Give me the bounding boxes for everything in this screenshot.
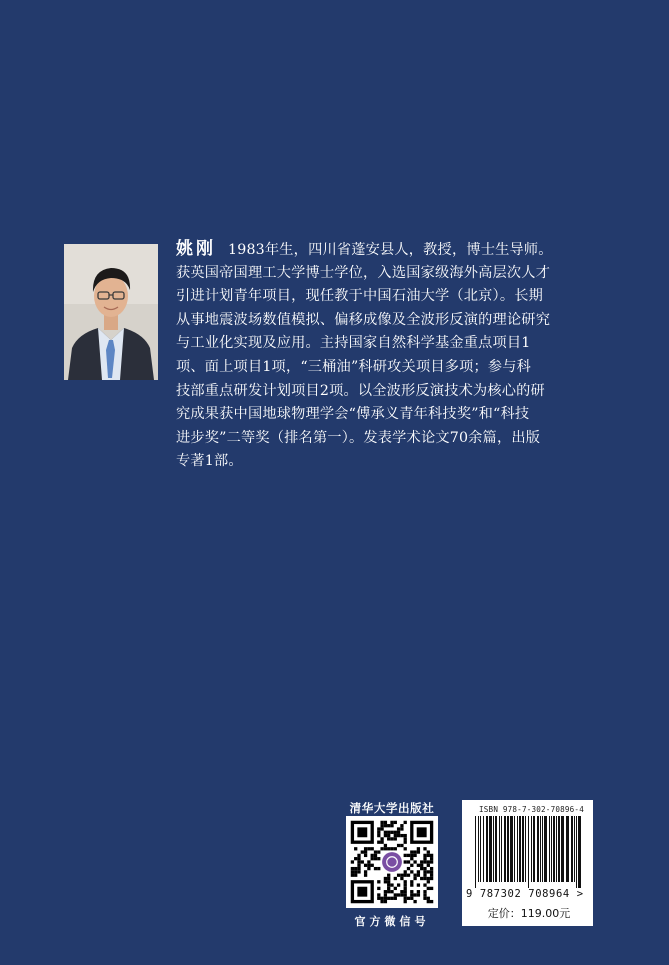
qr-module <box>390 831 393 834</box>
qr-module <box>423 854 426 857</box>
qr-module <box>387 880 390 883</box>
qr-module <box>430 857 433 860</box>
qr-module <box>377 880 380 883</box>
qr-module <box>430 870 433 873</box>
qr-module <box>423 893 426 896</box>
qr-module <box>410 857 413 860</box>
qr-module <box>427 864 430 867</box>
qr-module <box>397 893 400 896</box>
qr-module <box>413 900 416 903</box>
qr-module <box>413 874 416 877</box>
qr-module <box>371 847 374 850</box>
barcode-bar <box>522 816 524 882</box>
qr-module <box>387 837 390 840</box>
price-label: 定价：119.00元 <box>487 907 571 920</box>
qr-module <box>380 837 383 840</box>
qr-module <box>351 870 354 873</box>
barcode-bar <box>558 816 560 882</box>
qr-module <box>404 841 407 844</box>
qr-module <box>397 831 400 834</box>
qr-module <box>430 860 433 863</box>
qr-module <box>404 893 407 896</box>
qr-module <box>377 827 380 830</box>
qr-module <box>430 854 433 857</box>
qr-module <box>404 821 407 824</box>
qr-module <box>410 850 413 853</box>
qr-module <box>400 824 403 827</box>
qr-module <box>400 844 403 847</box>
qr-module <box>407 897 410 900</box>
qr-module <box>367 847 370 850</box>
qr-module <box>384 824 387 827</box>
qr-module <box>380 841 383 844</box>
qr-module <box>367 860 370 863</box>
bio-line: 究成果获中国地球物理学会“傅承义青年科技奖”和“科技 <box>176 406 530 423</box>
qr-module <box>394 897 397 900</box>
barcode-bar <box>499 816 500 882</box>
qr-module <box>404 854 407 857</box>
qr-module <box>410 880 413 883</box>
qr-module <box>427 877 430 880</box>
qr-module <box>377 897 380 900</box>
qr-module <box>423 857 426 860</box>
qr-module <box>413 893 416 896</box>
barcode-bar <box>537 816 539 882</box>
qr-module <box>387 890 390 893</box>
qr-module <box>384 900 387 903</box>
qr-module <box>364 870 367 873</box>
qr-module <box>400 893 403 896</box>
qr-finder-pattern <box>357 827 367 837</box>
qr-module <box>387 887 390 890</box>
qr-module <box>380 897 383 900</box>
qr-module <box>374 857 377 860</box>
qr-module <box>354 870 357 873</box>
qr-module <box>354 857 357 860</box>
qr-module <box>400 827 403 830</box>
qr-module <box>380 821 383 824</box>
qr-module <box>387 847 390 850</box>
qr-module <box>357 867 360 870</box>
qr-module <box>387 824 390 827</box>
qr-module <box>390 821 393 824</box>
barcode-bar <box>528 816 529 888</box>
barcode-bar <box>489 816 492 882</box>
qr-module <box>430 900 433 903</box>
qr-module <box>357 860 360 863</box>
qr-module <box>357 864 360 867</box>
qr-module <box>384 890 387 893</box>
qr-module <box>417 874 420 877</box>
qr-module <box>384 880 387 883</box>
barcode-bar <box>480 816 481 882</box>
bio-line: 项、面上项目1项，“三桶油”科研攻关项目多项；参与科 <box>176 358 532 375</box>
qr-module <box>394 847 397 850</box>
qr-module <box>404 900 407 903</box>
qr-module <box>400 890 403 893</box>
qr-module <box>397 874 400 877</box>
qr-module <box>390 897 393 900</box>
author-name: 姚刚 <box>176 239 216 259</box>
qr-module <box>420 867 423 870</box>
qr-module <box>423 867 426 870</box>
qr-module <box>364 850 367 853</box>
qr-module <box>354 867 357 870</box>
barcode-bar <box>531 816 532 882</box>
qr-module <box>364 854 367 857</box>
barcode-bar <box>514 816 515 882</box>
barcode-bar <box>483 816 484 882</box>
qr-module <box>407 854 410 857</box>
qr-module <box>404 834 407 837</box>
publisher-name: 清华大学出版社 <box>349 801 435 815</box>
qr-module <box>394 837 397 840</box>
qr-module <box>377 850 380 853</box>
barcode-bar <box>495 816 497 882</box>
qr-module <box>387 897 390 900</box>
qr-module <box>371 857 374 860</box>
qr-module <box>377 834 380 837</box>
qr-module <box>397 834 400 837</box>
qr-module <box>407 874 410 877</box>
qr-module <box>404 887 407 890</box>
barcode-bar <box>501 816 502 882</box>
qr-module <box>404 890 407 893</box>
qr-module <box>430 867 433 870</box>
qr-module <box>377 867 380 870</box>
qr-module <box>404 897 407 900</box>
qr-module <box>351 860 354 863</box>
qr-module <box>390 890 393 893</box>
barcode-bar <box>544 816 547 882</box>
qr-module <box>420 877 423 880</box>
barcode-bar <box>574 816 575 882</box>
barcode-bar <box>519 816 521 882</box>
qr-module <box>407 867 410 870</box>
isbn-label: ISBN 978-7-302-70896-4 <box>479 805 584 814</box>
qr-module <box>430 887 433 890</box>
qr-module <box>413 850 416 853</box>
qr-module <box>387 874 390 877</box>
qr-module <box>423 883 426 886</box>
qr-module <box>371 854 374 857</box>
author-bio <box>176 238 612 474</box>
qr-module <box>400 874 403 877</box>
barcode-bar <box>551 816 552 882</box>
qr-module <box>384 834 387 837</box>
qr-module <box>364 847 367 850</box>
wechat-qr-code <box>346 816 438 908</box>
qr-module <box>404 870 407 873</box>
barcode-digits: 9 787302 708964 > <box>466 888 584 900</box>
barcode-bar <box>561 816 564 882</box>
qr-module <box>430 877 433 880</box>
bio-line <box>176 238 612 262</box>
qr-module <box>357 854 360 857</box>
barcode-bar <box>517 816 518 882</box>
qr-module <box>374 854 377 857</box>
qr-module <box>410 870 413 873</box>
bio-line: 技部重点研发计划项目2项。以全波形反演技术为核心的研 <box>176 382 545 399</box>
qr-module <box>430 874 433 877</box>
isbn-barcode-block <box>462 800 593 926</box>
barcode-bar <box>510 816 513 882</box>
qr-module <box>361 860 364 863</box>
qr-module <box>417 893 420 896</box>
bio-line: 专著1部。 <box>176 453 243 470</box>
qr-module <box>394 821 397 824</box>
bio-line: 获英国帝国理工大学博士学位，入选国家级海外高层次人才 <box>176 264 551 281</box>
qr-module <box>390 883 393 886</box>
qr-module <box>384 831 387 834</box>
barcode-bar <box>504 816 506 882</box>
qr-module <box>410 854 413 857</box>
qr-module <box>417 890 420 893</box>
qr-module <box>387 834 390 837</box>
qr-module <box>427 880 430 883</box>
qr-module <box>387 877 390 880</box>
qr-module <box>394 831 397 834</box>
qr-module <box>384 893 387 896</box>
qr-module <box>423 897 426 900</box>
qr-module <box>420 864 423 867</box>
qr-module <box>404 837 407 840</box>
qr-module <box>410 883 413 886</box>
qr-module <box>404 883 407 886</box>
bio-line: 引进计划青年项目，现任教于中国石油大学（北京）。长期 <box>176 288 543 305</box>
wechat-label: 官方微信号 <box>354 915 430 928</box>
qr-module <box>351 874 354 877</box>
qr-module <box>417 864 420 867</box>
qr-module <box>357 857 360 860</box>
qr-module <box>417 870 420 873</box>
barcode-bar <box>507 816 509 882</box>
qr-module <box>354 847 357 850</box>
qr-module <box>397 883 400 886</box>
qr-module <box>377 831 380 834</box>
qr-module <box>377 893 380 896</box>
qr-module <box>374 850 377 853</box>
qr-module <box>423 890 426 893</box>
qr-module <box>423 870 426 873</box>
qr-module <box>410 893 413 896</box>
qr-module <box>364 874 367 877</box>
barcode-bar <box>475 816 476 888</box>
qr-module <box>427 854 430 857</box>
barcode-bar <box>486 816 488 882</box>
bio-line: 与工业化实现及应用。主持国家自然科学基金重点项目1 <box>176 335 531 352</box>
qr-module <box>384 897 387 900</box>
qr-module <box>400 877 403 880</box>
barcode-bar <box>549 816 550 882</box>
qr-module <box>374 867 377 870</box>
qr-module <box>390 847 393 850</box>
qr-finder-pattern <box>357 887 367 897</box>
barcode-bar <box>542 816 543 882</box>
bio-line: 从事地震波场数值模拟、偏移成像及全波形反演的理论研究 <box>176 311 551 328</box>
qr-module <box>427 887 430 890</box>
qr-module <box>390 837 393 840</box>
qr-module <box>397 844 400 847</box>
qr-module <box>377 887 380 890</box>
qr-module <box>394 834 397 837</box>
barcode-bar <box>556 816 557 882</box>
barcode-bar <box>566 816 569 882</box>
barcode-bar <box>525 816 526 882</box>
qr-module <box>394 877 397 880</box>
barcode-bar <box>576 816 577 888</box>
qr-module <box>427 870 430 873</box>
qr-module <box>380 847 383 850</box>
qr-module <box>413 854 416 857</box>
qr-module <box>384 821 387 824</box>
qr-module <box>404 880 407 883</box>
qr-module <box>404 847 407 850</box>
qr-module <box>404 874 407 877</box>
qr-module <box>420 860 423 863</box>
qr-module <box>367 867 370 870</box>
qr-module <box>427 897 430 900</box>
qr-module <box>384 847 387 850</box>
qr-module <box>427 850 430 853</box>
barcode-bar <box>478 816 479 882</box>
qr-module <box>394 893 397 896</box>
qr-module <box>423 847 426 850</box>
qr-module <box>361 850 364 853</box>
qr-finder-pattern <box>417 827 427 837</box>
publisher-logo-icon <box>382 852 402 872</box>
qr-module <box>351 867 354 870</box>
qr-module <box>357 870 360 873</box>
qr-module <box>423 860 426 863</box>
qr-module <box>410 897 413 900</box>
barcode-bars <box>475 816 581 888</box>
qr-module <box>417 850 420 853</box>
author-photo <box>64 244 158 380</box>
qr-module <box>413 860 416 863</box>
barcode-bar <box>533 816 535 882</box>
qr-module <box>384 877 387 880</box>
qr-module <box>423 877 426 880</box>
qr-module <box>377 841 380 844</box>
qr-module <box>404 860 407 863</box>
qr-module <box>417 847 420 850</box>
qr-module <box>371 864 374 867</box>
qr-module <box>390 824 393 827</box>
qr-module <box>397 827 400 830</box>
barcode-bar <box>571 816 573 882</box>
barcode-bar <box>540 816 541 882</box>
barcode-bar <box>493 816 494 882</box>
qr-module <box>394 887 397 890</box>
bio-line: 进步奖”二等奖（排名第一）。发表学术论文70余篇，出版 <box>176 429 541 446</box>
qr-module <box>400 834 403 837</box>
qr-module <box>367 864 370 867</box>
qr-module <box>427 860 430 863</box>
qr-module <box>380 824 383 827</box>
qr-module <box>423 874 426 877</box>
qr-module <box>377 857 380 860</box>
qr-module <box>387 831 390 834</box>
bio-line-text: 1983年生，四川省蓬安县人，教授，博士生导师。 <box>228 242 553 258</box>
barcode-bar <box>578 816 581 888</box>
qr-module <box>417 883 420 886</box>
qr-module <box>427 900 430 903</box>
qr-module <box>380 900 383 903</box>
qr-module <box>354 874 357 877</box>
qr-module <box>410 890 413 893</box>
qr-module <box>413 877 416 880</box>
qr-module <box>380 827 383 830</box>
qr-module <box>384 844 387 847</box>
qr-module <box>364 864 367 867</box>
qr-module <box>410 864 413 867</box>
qr-module <box>387 883 390 886</box>
barcode-bar <box>553 816 555 882</box>
qr-module <box>407 860 410 863</box>
